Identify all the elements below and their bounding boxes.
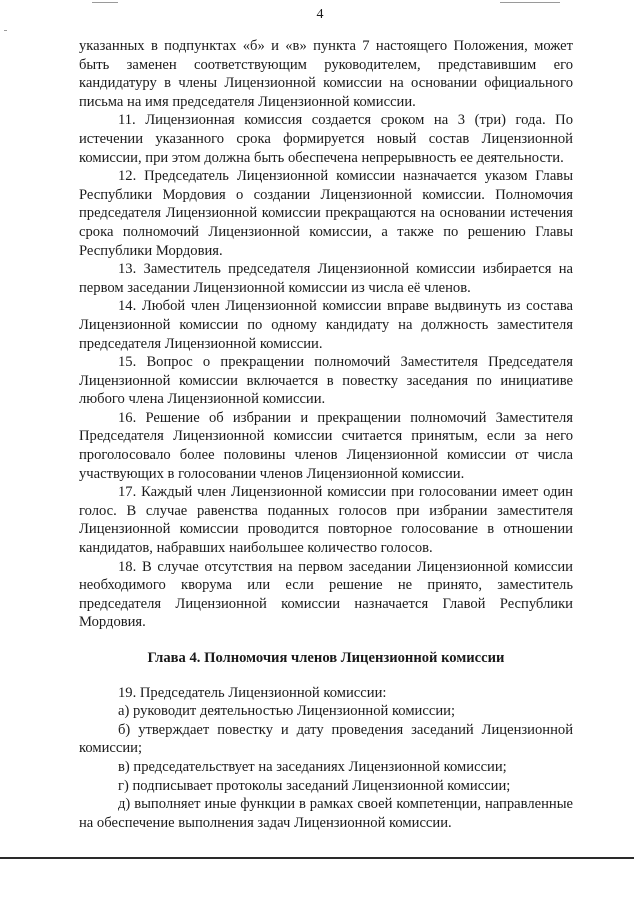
page-number: 4 [316, 7, 324, 22]
list-item-a: а) руководит деятельностью Лицензионной комиссии; [118, 703, 455, 720]
paragraph-continuation: указанных в подпунктах «б» и «в» пункта 7 настоящего Положения, может быть заменен соответствующим руководителем, представившим его кандидатуру в члены Лицензионной комиссии на основании официального письма на имя председателя Лицензионной комиссии. [79, 38, 573, 110]
paragraph-15: 15. Вопрос о прекращении полномочий Заместителя Председателя Лицензионной комиссии включается в повестку заседания по инициативе любого члена Лицензионной комиссии. [79, 354, 573, 408]
scan-mark-top-left [92, 2, 118, 3]
list-item-v: в) председательствует на заседаниях Лицензионной комиссии; [118, 758, 507, 775]
list-item-b: б) утверждает повестку и дату проведения заседаний Лицензионной комиссии; [79, 721, 573, 757]
page-bottom-rule [0, 857, 634, 859]
list-item-g: г) подписывает протоколы заседаний Лицензионной комиссии; [118, 777, 511, 794]
scan-mark-left [4, 30, 7, 31]
paragraph-18: 18. В случае отсутствия на первом заседании Лицензионной комиссии необходимого кворума или если решение не принято, заместитель председателя Лицензионной комиссии назначается Главой Республики Мордовия. [79, 558, 573, 631]
paragraph-19: 19. Председатель Лицензионной комиссии: [118, 684, 387, 701]
document-body [79, 37, 573, 832]
paragraph-17: 17. Каждый член Лицензионной комиссии при голосовании имеет один голос. В случае равенства поданных голосов при избрании заместителя Лицензионной комиссии проводится повторное голосование в отношении кандидатов, набравших наибольшее количество голосов. [79, 484, 573, 557]
paragraph-16: 16. Решение об избрании и прекращении полномочий Заместителя Председателя Лицензионной комиссии считается принятым, если за него проголосовало более половины членов Лицензионной комиссии от числа участвующих в голосовании членов Лицензионной комиссии. [79, 409, 573, 482]
paragraph-11: 11. Лицензионная комиссия создается сроком на 3 (три) года. По истечении указанного срока формируется новый состав Лицензионной комиссии, при этом должна быть обеспечена непрерывность ее деятельности. [79, 112, 573, 166]
paragraph-14: 14. Любой член Лицензионной комиссии вправе выдвинуть из состава Лицензионной комиссии по одному кандидату на должность заместителя председателя Лицензионной комиссии. [79, 298, 573, 352]
paragraph-12: 12. Председатель Лицензионной комиссии назначается указом Главы Республики Мордовия о создании Лицензионной комиссии. Полномочия председателя Лицензионной комиссии прекращаются на основании истечения срока полномочий Лицензионной комиссии, а также по решению Главы Республики Мордовия. [79, 168, 573, 259]
chapter-heading: Глава 4. Полномочия членов Лицензионной комиссии [147, 650, 505, 666]
list-item-d: д) выполняет иные функции в рамках своей компетенции, направленные на обеспечение выполнения задач Лицензионной комиссии. [79, 796, 573, 831]
scan-mark-top-right [500, 2, 560, 3]
paragraph-13: 13. Заместитель председателя Лицензионной комиссии избирается на первом заседании Лицензионной комиссии из числа её членов. [79, 261, 573, 296]
